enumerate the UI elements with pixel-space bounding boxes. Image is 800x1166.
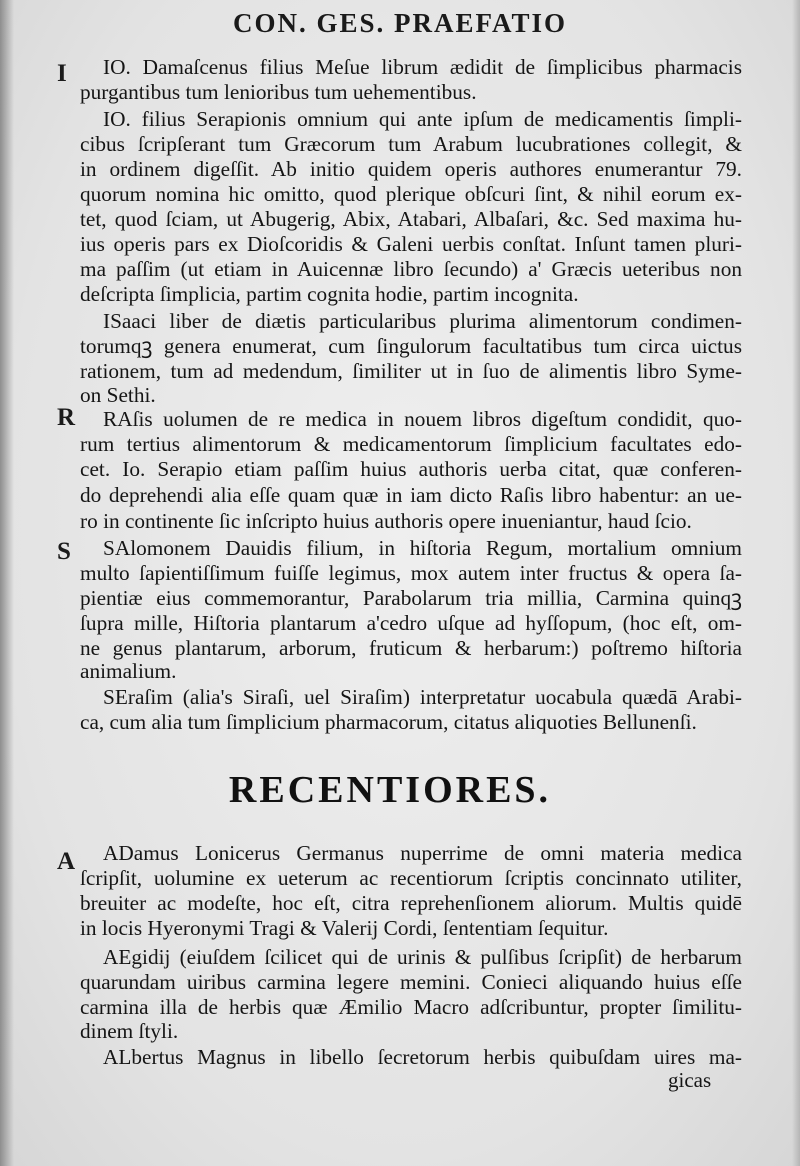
text-line: carmina illa de herbis quæ Æmilio Macro adſcribuntur, propter ſimilitu-	[80, 995, 742, 1019]
section-heading: RECENTIORES.	[228, 769, 552, 811]
text-line: cet. Io. Serapio etiam paſſim huius authoris uerba citat, quæ conferen-	[80, 457, 742, 481]
text-line: ISaaci liber de diætis particularibus plurima alimentorum condimen-	[103, 309, 742, 333]
text-line: purgantibus tum lenioribus tum uehementibus.	[80, 80, 477, 104]
text-line: in ordinem digeſſit. Ab initio quidem operis authores enumerantur 79.	[80, 157, 742, 181]
margin-letter-r: R	[57, 404, 76, 431]
text-line: IO. Damaſcenus filius Meſue librum ædidit de ſimplicibus pharmacis	[103, 55, 742, 79]
text-line: rum tertius alimentorum & medicamentorum ſimplicium facultates edo-	[80, 432, 742, 456]
text-line: torumqꝫ genera enumerat, cum ſingulorum facultatibus tum circa uictus	[80, 334, 742, 358]
text-line: ſcripſit, uolumine ex ueterum ac recentiorum ſcriptis concinnato utiliter,	[80, 866, 742, 890]
text-line: animalium.	[80, 659, 177, 683]
text-line: pientiæ eius commemorantur, Parabolarum tria millia, Carmina quinqꝫ	[80, 586, 742, 610]
text-line: SEraſim (alia's Siraſi, uel Siraſim) interpretatur uocabula quædā Arabi-	[103, 685, 742, 709]
text-line: quorum nomina hic omitto, quod plerique obſcuri ſint, & nihil eorum ex-	[80, 182, 742, 206]
text-line: breuiter ac modeſte, hoc eſt, citra reprehenſionem aliorum. Multis quidē	[80, 891, 742, 915]
text-line: on Sethi.	[80, 383, 156, 407]
text-line: ma paſſim (ut etiam in Auicennæ libro ſecundo) a' Græcis ueteribus non	[80, 257, 742, 281]
text-line: cibus ſcripſerant tum Græcorum tum Arabum lucubrationes collegit, &	[80, 132, 742, 156]
text-line: tet, quod ſciam, ut Abugerig, Abix, Atabari, Albaſari, &c. Sed maxima hu-	[80, 207, 742, 231]
catchword: gicas	[668, 1068, 712, 1092]
text-line: RAſis uolumen de re medica in nouem libros digeſtum condidit, quo-	[103, 407, 742, 431]
text-line: IO. filius Serapionis omnium qui ante ipſum de medicamentis ſimpli-	[103, 107, 742, 131]
text-line: ADamus Lonicerus Germanus nuperrime de omni materia medica	[103, 841, 742, 865]
text-line: ne genus plantarum, arborum, fruticum & herbarum:) poſtremo hiſtoria	[80, 636, 742, 660]
text-line: ſupra mille, Hiſtoria plantarum a'cedro uſque ad hyſſopum, (hoc eſt, om-	[80, 611, 742, 635]
text-line: multo ſapientiſſimum fuiſſe legimus, mox autem inter fructus & opera ſa-	[80, 561, 742, 585]
text-line: ALbertus Magnus in libello ſecretorum herbis quibuſdam uires ma-	[103, 1045, 742, 1069]
gutter-shadow	[0, 0, 14, 1166]
margin-letter-i: I	[57, 60, 67, 87]
text-line: SAlomonem Dauidis filium, in hiſtoria Regum, mortalium omnium	[103, 536, 742, 560]
text-line: AEgidij (eiuſdem ſcilicet qui de urinis & pulſibus ſcripſit) de herbarum	[103, 945, 742, 969]
margin-letter-a: A	[57, 848, 76, 875]
text-line: rationem, tum ad medendum, ſimiliter ut in ſuo de alimentis libro Syme-	[80, 359, 742, 383]
text-line: do deprehendi alia eſſe quam quæ in iam dicto Raſis libro habentur: an ue-	[80, 483, 742, 507]
edge-shadow	[792, 0, 800, 1166]
text-line: in locis Hyeronymi Tragi & Valerij Cordi, ſententiam ſequitur.	[80, 916, 609, 940]
text-line: deſcripta ſimplicia, partim cognita hodie, partim incognita.	[80, 282, 579, 306]
running-head: CON. GES. PRAEFATIO	[232, 8, 568, 38]
text-line: dinem ſtyli.	[80, 1019, 179, 1043]
text-line: ca, cum alia tum ſimplicium pharmacorum, citatus aliquoties Bellunenſi.	[80, 710, 697, 734]
margin-letter-s: S	[57, 538, 71, 565]
text-line: ro in continente ſic inſcripto huius authoris opere inueniantur, haud ſcio.	[80, 509, 692, 533]
text-line: quarundam uiribus carmina legere memini. Conieci aliquando huius eſſe	[80, 970, 742, 994]
text-line: ius operis pars ex Dioſcoridis & Galeni uerbis conſtat. Inſunt tamen pluri-	[80, 232, 742, 256]
